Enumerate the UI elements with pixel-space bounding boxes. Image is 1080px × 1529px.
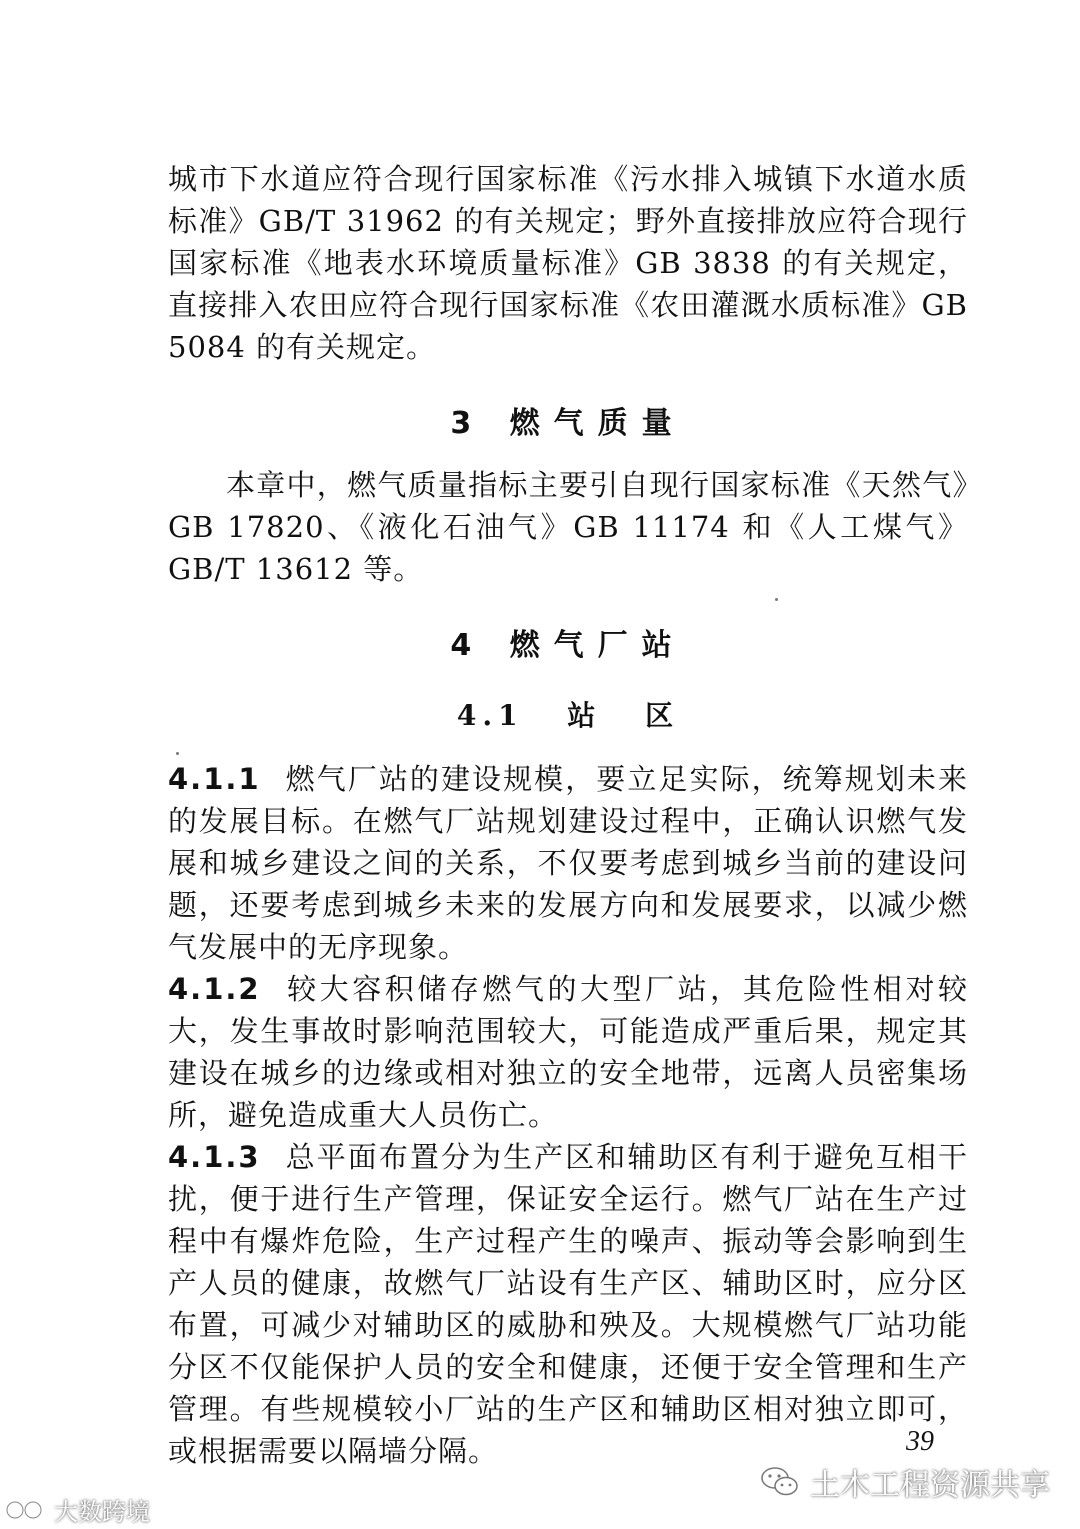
chapter-3-title: 3 燃气质量 [450, 406, 686, 441]
chapter-3-paragraph: 本章中，燃气质量指标主要引自现行国家标准《天然气》GB 17820、《液化石油气》GB 11174 和《人工煤气》GB/T 13612 等。 [168, 468, 968, 586]
watermark-right-text: 土木工程资源共享 [810, 1468, 1050, 1503]
clause-number: 4.1.3 [168, 1140, 261, 1174]
clause-text: 总平面布置分为生产区和辅助区有利于避免互相干扰，便于进行生产管理，保证安全运行。燃气厂站在生产过程中有爆炸危险，生产过程产生的噪声、振动等会影响到生产人员的健康，故燃气厂站设有生产区、辅助区时，应分区布置，可减少对辅助区的威胁和殃及。大规模燃气厂站功能分区不仅能保护人员的安全和健康，还便于安全管理和生产管理。有些规模较小厂站的生产区和辅助区相对独立即可，或根据需要以隔墙分隔。 [168, 1140, 968, 1468]
brand-logo-icon [4, 1497, 48, 1523]
section-4-1-title: 4.1 站 区 [456, 699, 680, 732]
clause-number: 4.1.1 [168, 762, 261, 796]
clause-text: 燃气厂站的建设规模，要立足实际，统筹规划未来的发展目标。在燃气厂站规划建设过程中，正确认识燃气发展和城乡建设之间的关系，不仅要考虑到城乡当前的建设问题，还要考虑到城乡未来的发展方向和发展要求，以减少燃气发展中的无序现象。 [168, 762, 968, 964]
watermark-left [4, 1492, 150, 1527]
chapter-4-title: 4 燃气厂站 [450, 628, 686, 663]
wechat-icon [760, 1465, 800, 1499]
page-number: 39 [906, 1426, 934, 1457]
scan-speck [176, 752, 179, 755]
page-body [168, 158, 968, 1472]
clause-4-1-2 [168, 968, 968, 1136]
watermark-right [760, 1460, 1050, 1504]
clause-text: 较大容积储存燃气的大型厂站，其危险性相对较大，发生事故时影响范围较大，可能造成严重后果，规定其建设在城乡的边缘或相对独立的安全地带，远离人员密集场所，避免造成重大人员伤亡。 [168, 972, 968, 1132]
watermark-left-text: 大数跨境 [54, 1498, 150, 1526]
scan-speck [775, 598, 778, 601]
clause-4-1-1 [168, 758, 968, 968]
clause-number: 4.1.2 [168, 972, 261, 1006]
clause-4-1-3 [168, 1136, 968, 1472]
intro-paragraph: 城市下水道应符合现行国家标准《污水排入城镇下水道水质标准》GB/T 31962 的有关规定；野外直接排放应符合现行国家标准《地表水环境质量标准》GB 3838 的有关规定，直接排入农田应符合现行国家标准《农田灌溉水质标准》GB 5084 的有关规定。 [168, 162, 968, 364]
